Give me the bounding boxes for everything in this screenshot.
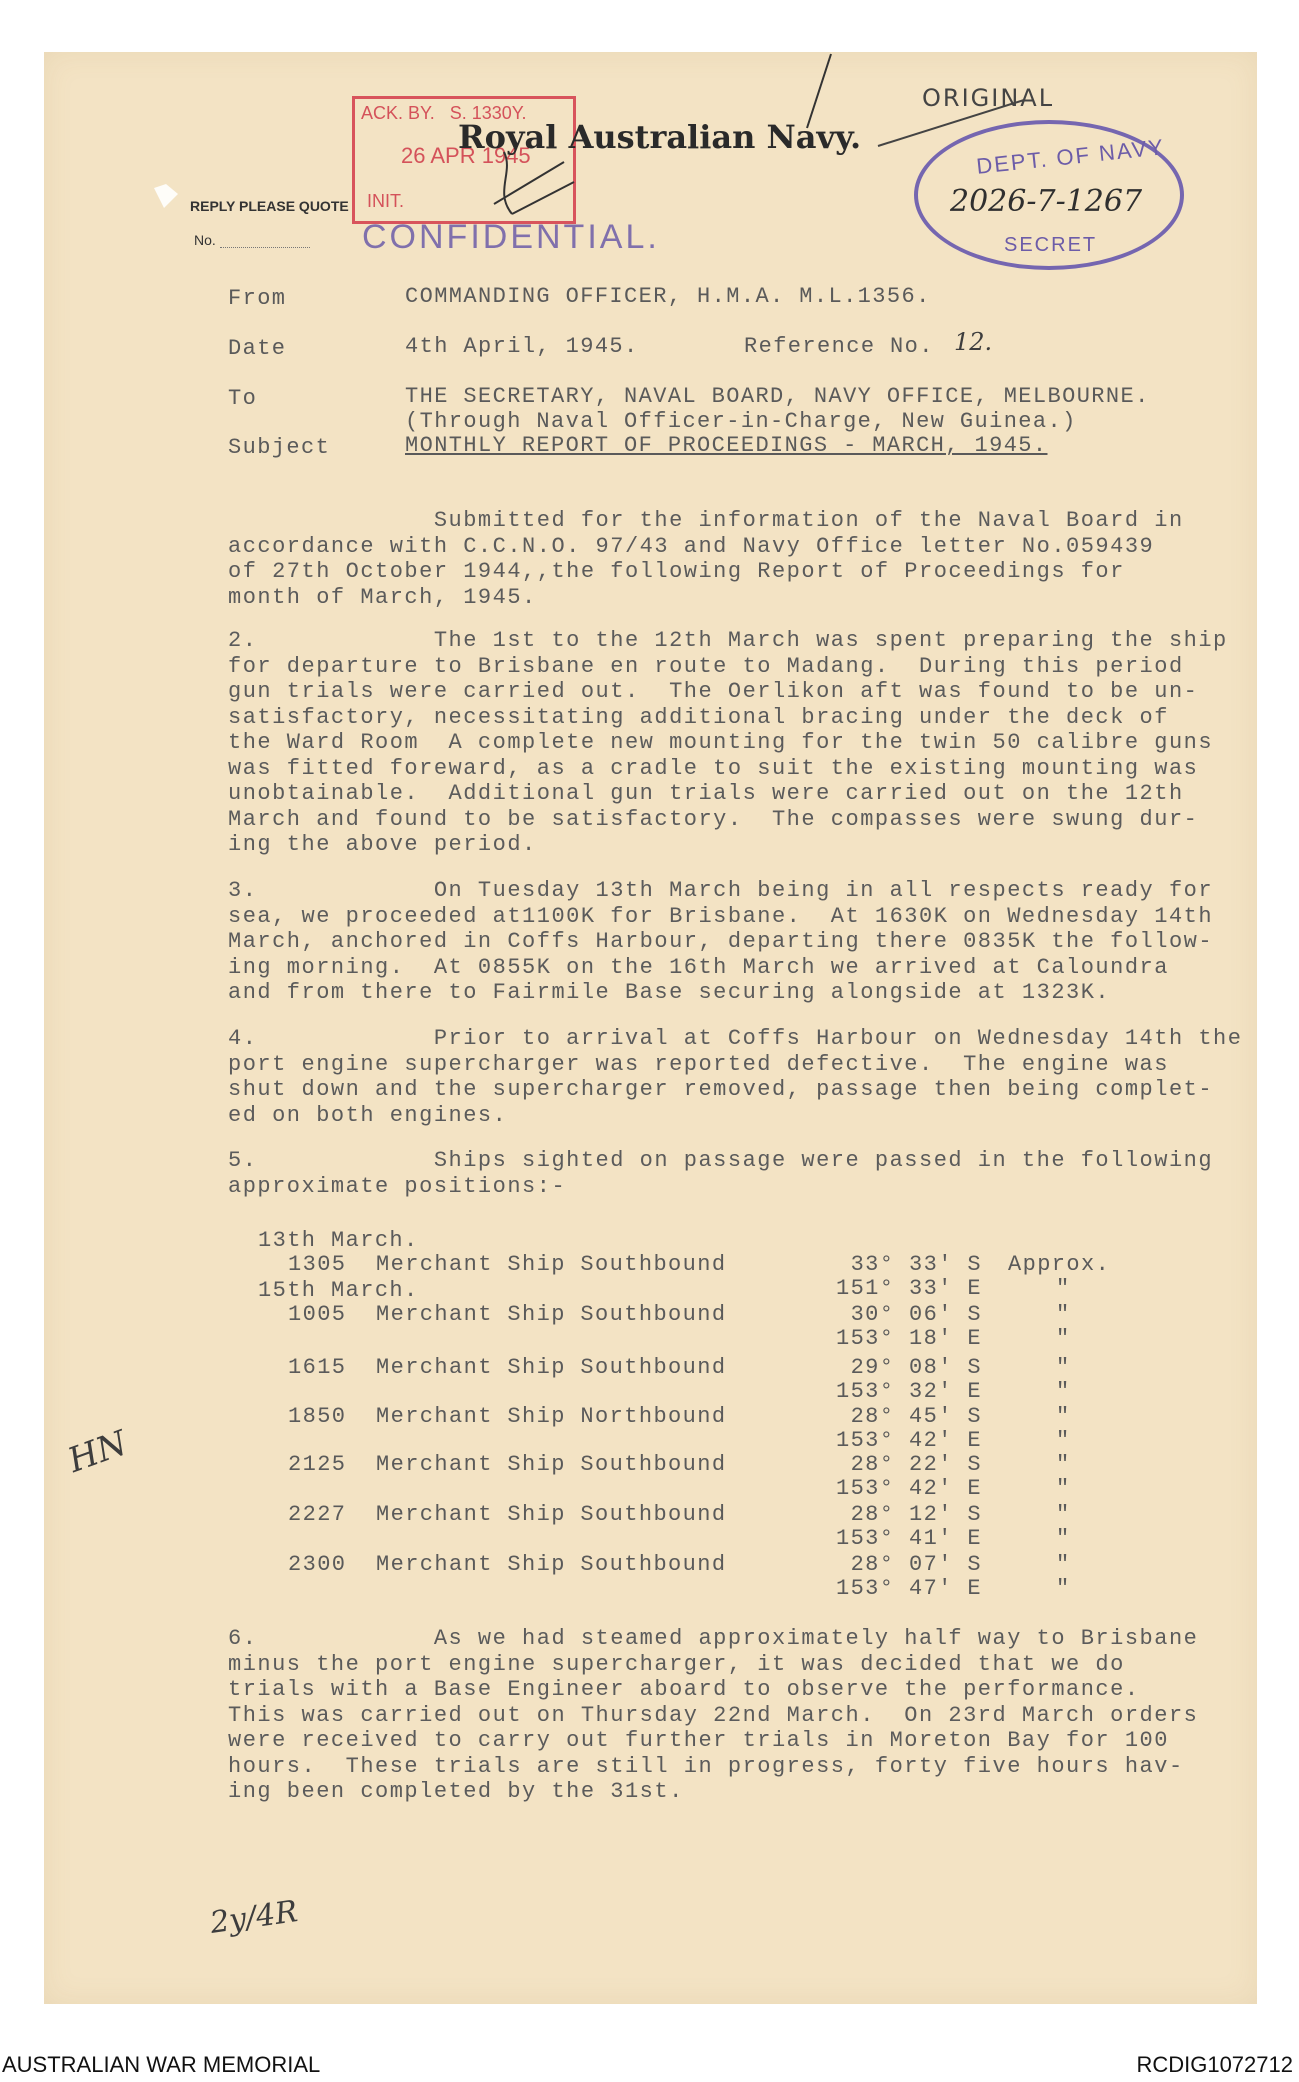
sighting-note-1: ": [1056, 1355, 1071, 1380]
margin-initials: HN: [62, 1423, 133, 1481]
dept-stamp-bottom: SECRET: [1004, 234, 1098, 256]
sighting-time: 1005: [288, 1302, 347, 1327]
sighting-ship: Merchant Ship Southbound: [376, 1252, 727, 1277]
sighting-lat: 28° 45' S: [850, 1404, 982, 1429]
sighting-lon: 153° 32' E: [835, 1379, 982, 1404]
torn-paper-mark: [152, 182, 182, 212]
footer-right: RCDIG1072712: [1136, 2052, 1293, 2077]
paragraph-4: 4. Prior to arrival at Coffs Harbour on Wednesday 14th the port engine supercharger was reported defective. The engine was shut down and the supercharger removed, passage then being complet- ed on both engines.: [228, 1026, 1243, 1128]
paragraph-5: 5. Ships sighted on passage were passed in the following approximate positions:-: [228, 1148, 1214, 1199]
dept-of-navy-stamp: [914, 120, 1184, 270]
sighting-note-2: ": [1056, 1379, 1071, 1404]
to-line1: THE SECRETARY, NAVAL BOARD, NAVY OFFICE, MELBOURNE.: [405, 384, 1150, 409]
handwritten-initial-mark: [474, 142, 584, 222]
reference-value: 12.: [954, 328, 993, 356]
dept-stamp-top: DEPT. OF NAVY: [975, 134, 1167, 179]
sighting-note-2: ": [1056, 1326, 1071, 1351]
sighting-lat: 28° 12' S: [850, 1502, 982, 1527]
sighting-ship: Merchant Ship Northbound: [376, 1404, 727, 1429]
sighting-ship: Merchant Ship Southbound: [376, 1355, 727, 1380]
sighting-time: 2125: [288, 1452, 347, 1477]
classification-stamp: CONFIDENTIAL.: [362, 218, 660, 256]
sighting-ship: Merchant Ship Southbound: [376, 1552, 727, 1577]
reply-please-quote: REPLY PLEASE QUOTE: [190, 198, 349, 214]
ack-stamp-date: 26 APR 1945: [401, 143, 531, 168]
bottom-handwritten-note: 2y/4R: [207, 1894, 300, 1941]
sighting-note-1: Approx.: [1008, 1252, 1111, 1277]
paragraph-1: Submitted for the information of the Naval Board in accordance with C.C.N.O. 97/43 and Navy Office letter No.059439 of 27th October 1944,,the following Report of Proceedings for month of March, 1945.: [228, 508, 1184, 610]
sighting-lon: 151° 33' E: [835, 1276, 982, 1301]
sighting-lat: 29° 08' S: [850, 1355, 982, 1380]
sighting-lon: 153° 18' E: [835, 1326, 982, 1351]
crest-title: Royal Australian Navy.: [458, 118, 862, 156]
sighting-note-1: ": [1056, 1302, 1071, 1327]
sighting-lat: 28° 07' S: [850, 1552, 982, 1577]
date-value: 4th April, 1945.: [405, 334, 639, 359]
sighting-date-13th: 13th March.: [258, 1228, 419, 1253]
ack-stamp-init: INIT.: [367, 191, 405, 211]
from-label: From: [228, 286, 287, 311]
sighting-lon: 153° 47' E: [835, 1576, 982, 1601]
sighting-time: 1850: [288, 1404, 347, 1429]
original-handwritten: ORIGINAL: [922, 84, 1055, 112]
ack-stamp-line1: ACK. BY. S. 1330Y.: [361, 103, 527, 123]
paragraph-6: 6. As we had steamed approximately half way to Brisbane minus the port engine supercharger, it was decided that we do trials with a Base Engineer aboard to observe the performance. This was carried out on Thursday 22nd March. On 23rd March orders were received to carry out further trials in Moreton Bay for 100 hours. These trials are still in progress, forty five hours hav- ing been completed by the 31st.: [228, 1626, 1199, 1804]
sighting-note-2: ": [1056, 1526, 1071, 1551]
sighting-time: 2300: [288, 1552, 347, 1577]
reference-label: Reference No.: [744, 334, 934, 359]
sighting-ship: Merchant Ship Southbound: [376, 1452, 727, 1477]
document-page: [44, 52, 1257, 2004]
sighting-time: 2227: [288, 1502, 347, 1527]
sighting-lat: 28° 22' S: [850, 1452, 982, 1477]
footer-left: AUSTRALIAN WAR MEMORIAL: [2, 2052, 321, 2077]
to-line2: (Through Naval Officer-in-Charge, New Guinea.): [405, 409, 1077, 434]
sighting-note-1: ": [1056, 1404, 1071, 1429]
sighting-note-1: ": [1056, 1452, 1071, 1477]
sighting-lat: 33° 33' S: [850, 1252, 982, 1277]
subject-label: Subject: [228, 435, 331, 460]
reply-no-label: No.: [194, 232, 216, 248]
paragraph-3: 3. On Tuesday 13th March being in all respects ready for sea, we proceeded at1100K for Brisbane. At 1630K on Wednesday 14th March, anchored in Coffs Harbour, departing there 0835K the follow- ing morning. At 0855K on the 16th March we arrived at Caloundra and from there to Fairmile Base securing alongside at 1323K.: [228, 878, 1214, 1005]
sighting-lon: 153° 41' E: [835, 1526, 982, 1551]
dept-stamp-number: 2026-7-1267: [950, 184, 1143, 219]
sighting-note-2: ": [1056, 1428, 1071, 1453]
sighting-time: 1305: [288, 1252, 347, 1277]
to-label: To: [228, 386, 258, 411]
sighting-lon: 153° 42' E: [835, 1428, 982, 1453]
subject-value: MONTHLY REPORT OF PROCEEDINGS - MARCH, 1945.: [405, 433, 1048, 458]
sighting-lon: 153° 42' E: [835, 1476, 982, 1501]
sighting-lat: 30° 06' S: [850, 1302, 982, 1327]
sighting-ship: Merchant Ship Southbound: [376, 1502, 727, 1527]
reply-no-line: [220, 247, 310, 248]
sighting-note-1: ": [1056, 1552, 1071, 1577]
from-value: COMMANDING OFFICER, H.M.A. M.L.1356.: [405, 284, 931, 309]
sighting-note-2: ": [1056, 1276, 1071, 1301]
sighting-date-15th: 15th March.: [258, 1278, 419, 1303]
sighting-note-2: ": [1056, 1576, 1071, 1601]
sighting-ship: Merchant Ship Southbound: [376, 1302, 727, 1327]
sighting-note-2: ": [1056, 1476, 1071, 1501]
pen-stroke: [799, 52, 839, 132]
date-label: Date: [228, 336, 287, 361]
paragraph-2: 2. The 1st to the 12th March was spent preparing the ship for departure to Brisbane en route to Madang. During this period gun trials were carried out. The Oerlikon aft was found to be un- satisfactory, necessitating additional bracing under the deck of the Ward Room A complete new mounting for the twin 50 calibre guns was fitted foreward, as a cradle to suit the existing mounting was unobtainable. Additional gun trials were carried out on the 12th March and found to be satisfactory. The compasses were swung dur- ing the above period.: [228, 628, 1228, 857]
sighting-note-1: ": [1056, 1502, 1071, 1527]
sighting-time: 1615: [288, 1355, 347, 1380]
